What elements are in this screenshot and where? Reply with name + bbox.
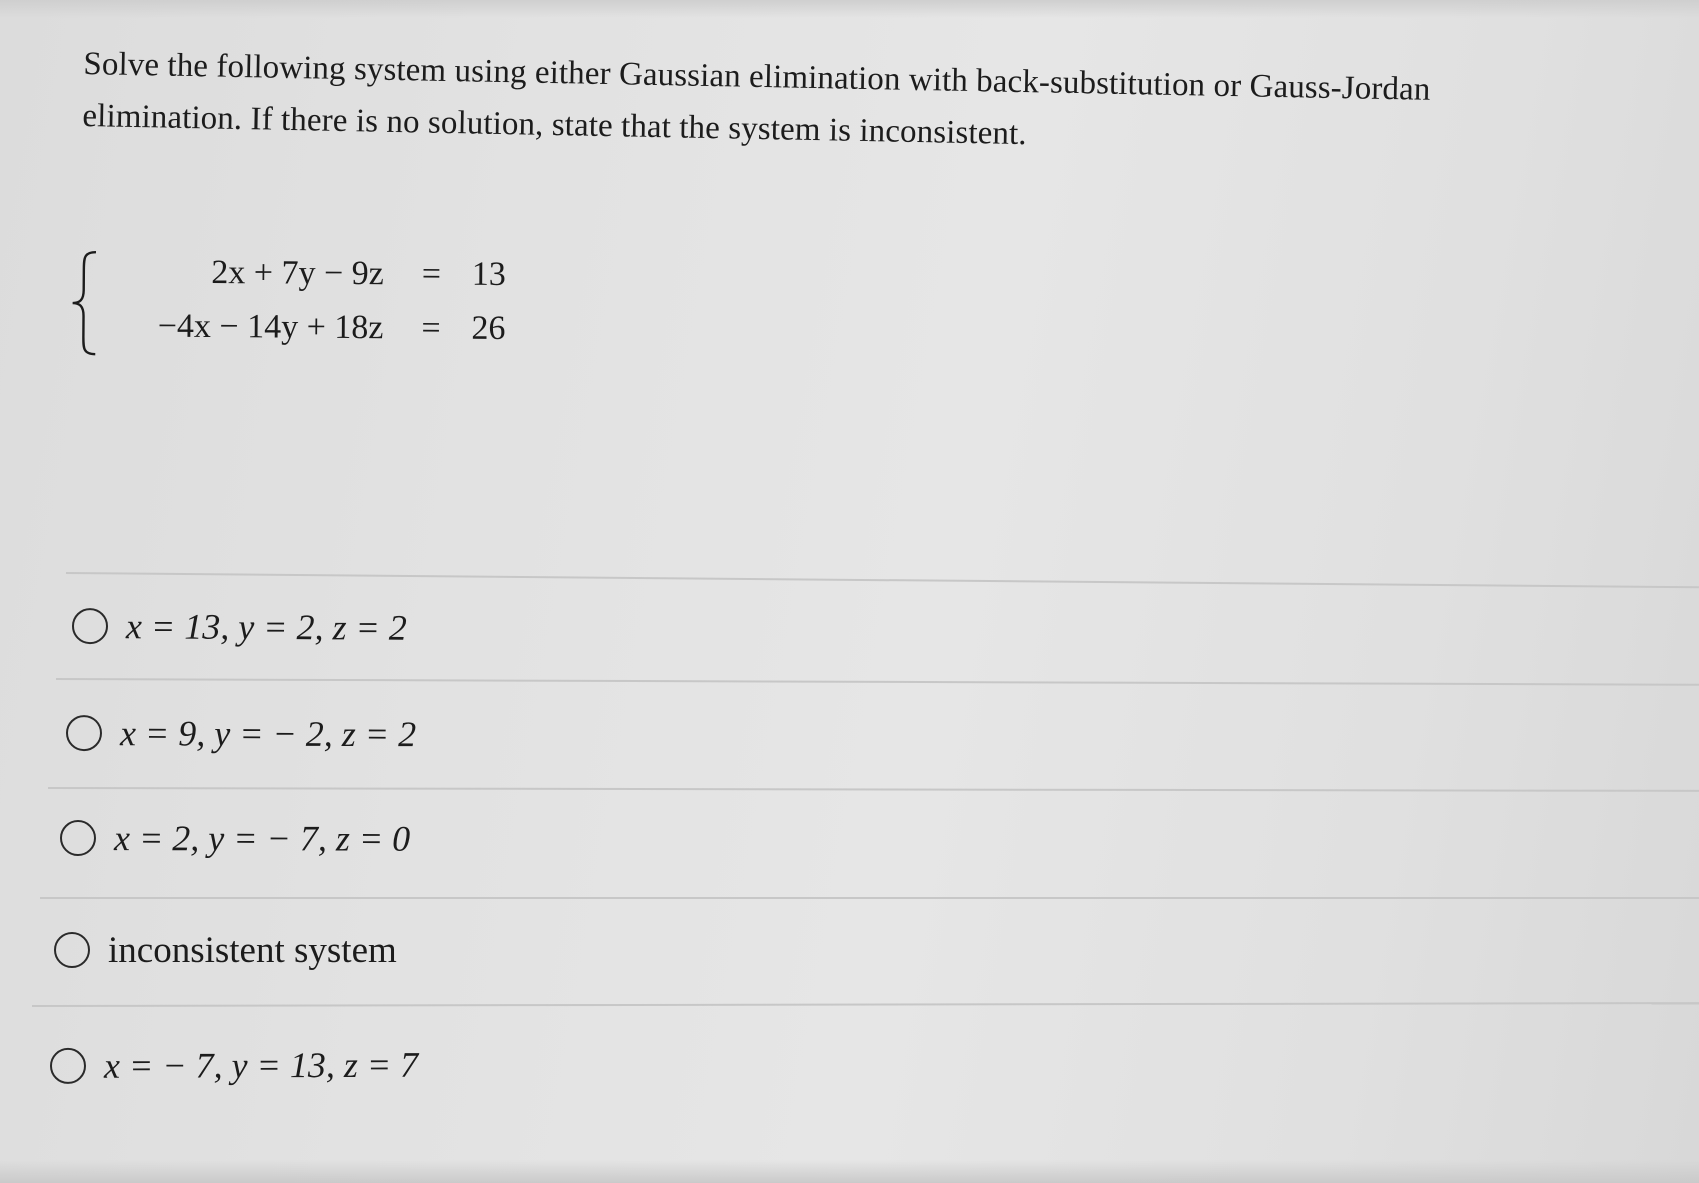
equation-1-lhs: 2x + 7y − 9z — [211, 253, 384, 293]
option-3-radio[interactable] — [60, 820, 96, 856]
option-2[interactable] — [66, 703, 416, 764]
equation-1-equals: = — [421, 255, 442, 293]
equation-row-1 — [100, 244, 560, 303]
option-4-label[interactable]: inconsistent system — [108, 929, 397, 971]
question-text — [82, 38, 1644, 172]
equation-2-equals: = — [421, 309, 441, 347]
screen-top-edge — [0, 0, 1699, 18]
option-1-label[interactable]: x = 13, y = 2, z = 2 — [125, 606, 407, 648]
option-4-radio[interactable] — [54, 932, 90, 968]
option-divider — [48, 787, 1699, 792]
question-line-1: Solve the following system using either Gaussian elimination with back-substitution or Gauss-Jordan — [83, 45, 1431, 108]
option-divider — [56, 678, 1699, 686]
option-2-radio[interactable] — [66, 715, 102, 751]
screen-bottom-edge — [0, 1160, 1699, 1183]
equation-row-2 — [99, 298, 559, 357]
option-divider — [32, 1002, 1699, 1007]
option-4[interactable] — [54, 920, 397, 980]
option-2-label[interactable]: x = 9, y = − 2, z = 2 — [119, 713, 417, 755]
option-divider — [66, 572, 1699, 588]
question-line-2: elimination. If there is no solution, state that the system is inconsistent. — [82, 97, 1027, 153]
option-1[interactable] — [72, 596, 407, 658]
option-5[interactable] — [50, 1035, 418, 1096]
equation-2-lhs: −4x − 14y + 18z — [157, 307, 384, 347]
left-brace-icon — [69, 248, 100, 358]
option-5-label[interactable]: x = − 7, y = 13, z = 7 — [103, 1044, 419, 1086]
equation-2-rhs: 26 — [471, 309, 506, 348]
option-5-radio[interactable] — [50, 1048, 86, 1084]
option-3-label[interactable]: x = 2, y = − 7, z = 0 — [113, 818, 411, 859]
option-3[interactable] — [60, 808, 410, 869]
option-divider — [40, 897, 1699, 899]
equation-1-rhs: 13 — [471, 255, 506, 294]
option-1-radio[interactable] — [72, 608, 108, 644]
